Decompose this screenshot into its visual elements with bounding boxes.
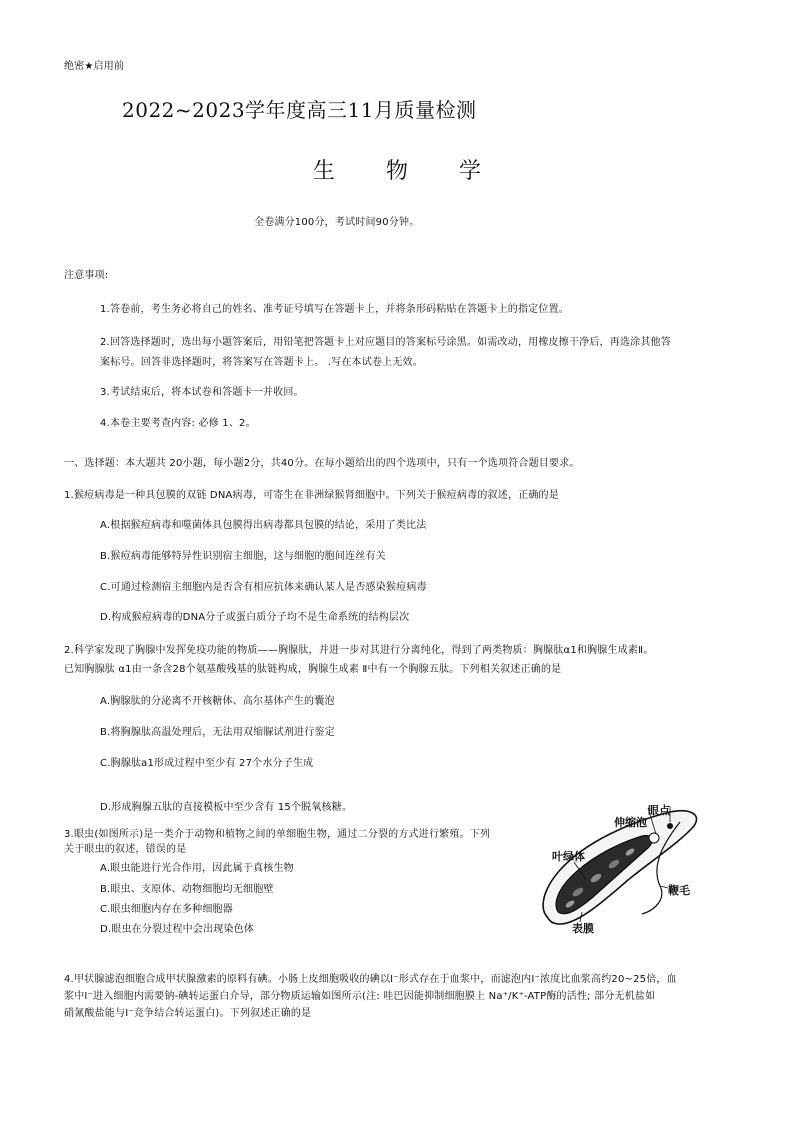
note-item: 3.考试结束后，将本试卷和答题卡一并收回。 bbox=[100, 387, 304, 398]
subject-title: 生 物 学 bbox=[313, 159, 503, 184]
q2-option-b: B.将胸腺肽高温处理后，无法用双缩脲试剂进行鉴定 bbox=[100, 727, 335, 738]
exam-title: 2022~2023学年度高三11月质量检测 bbox=[122, 98, 477, 122]
note-item: 案标号。回答非选择题时，将答案写在答题卡上。 .写在本试卷上无效。 bbox=[100, 357, 423, 368]
label-contractile-vacuole: 伸缩泡 bbox=[614, 816, 647, 829]
q3-option-b: B.眼虫、支原体、动物细胞均无细胞壁 bbox=[100, 884, 274, 895]
q3-stem-line2: 关于眼虫的叙述，错误的是 bbox=[64, 844, 187, 855]
q4-stem-line2: 浆中I⁻进入细胞内需要钠-碘转运蛋白介导，部分物质运输如图所示(注: 哇巴因能抑制细胞膜上 Na⁺/K⁺-ATP酶的活性; 部分无机盐如 bbox=[64, 991, 656, 1002]
q3-stem-line1: 3.眼虫(如图所示)是一类介于动物和植物之间的单细胞生物，通过二分裂的方式进行繁殖。下列 bbox=[64, 829, 491, 840]
note-item: 2.回答选择题时，选出每小题答案后，用铅笔把答题卡上对应题目的答案标号涂黑。如需改动，用橡皮擦干净后，再选涂其他答 bbox=[100, 337, 671, 348]
q1-stem: 1.猴痘病毒是一种具包膜的双链 DNA病毒，可寄生在非洲绿猴肾细胞中。下列关于猴痘病毒的叙述，正确的是 bbox=[64, 490, 559, 501]
label-pellicle: 表膜 bbox=[572, 922, 594, 935]
q2-option-c: C.胸腺肽a1形成过程中至少有 27个水分子生成 bbox=[100, 758, 314, 769]
label-chloroplast: 叶绿体 bbox=[552, 850, 585, 863]
q3-option-c: C.眼虫细胞内存在多种细胞器 bbox=[100, 904, 233, 915]
q1-option-a: A.根据猴痘病毒和噬菌体具包膜得出病毒都具包膜的结论，采用了类比法 bbox=[100, 520, 427, 531]
q4-stem-line3: 硝氰酸盐能与I⁻竞争结合转运蛋白)。下列叙述正确的是 bbox=[64, 1008, 312, 1019]
q1-option-c: C.可通过检测宿主细胞内是否含有相应抗体来确认某人是否感染猴痘病毒 bbox=[100, 582, 427, 593]
section-heading: 一、选择题：本大题共 20小题，每小题2分，共40分。在每小题给出的四个选项中，只有一个选项符合题目要求。 bbox=[64, 458, 580, 469]
q3-option-a: A.眼虫能进行光合作用，因此属于真核生物 bbox=[100, 863, 294, 874]
q2-option-d: D.形成胸腺五肽的直接模板中至少含有 15个脱氧核糖。 bbox=[100, 802, 353, 813]
q3-option-d: D.眼虫在分裂过程中会出现染色体 bbox=[100, 924, 255, 935]
label-flagellum: 鞭毛 bbox=[668, 884, 690, 897]
q2-option-a: A.胸腺肽的分泌离不开核糖体、高尔基体产生的囊泡 bbox=[100, 696, 335, 707]
q1-option-b: B.猴痘病毒能够特异性识别宿主细胞，这与细胞的胞间连丝有关 bbox=[100, 551, 386, 562]
label-eyespot: 眼点 bbox=[648, 804, 670, 817]
notes-heading: 注意事项: bbox=[64, 270, 109, 281]
q2-stem-line2: 已知胸腺肽 α1由一条含28个氨基酸残基的肽链构成，胸腺生成素 Ⅱ中有一个胸腺五肽。下列相关叙述正确的是 bbox=[64, 664, 562, 675]
euglena-figure bbox=[530, 800, 700, 935]
q2-stem-line1: 2.科学家发现了胸腺中发挥免疫功能的物质——胸腺肽，并进一步对其进行分离纯化，得到了两类物质：胸腺肽α1和胸腺生成素Ⅱ。 bbox=[64, 645, 654, 656]
note-item: 4.本卷主要考查内容: 必修 1、2。 bbox=[100, 418, 256, 429]
q4-stem-line1: 4.甲状腺滤泡细胞合成甲状腺激素的原料有碘。小肠上皮细胞吸收的碘以I⁻形式存在于血浆中，而滤泡内I⁻浓度比血浆高约20~25倍，血 bbox=[64, 974, 677, 985]
secret-label: 绝密★启用前 bbox=[64, 61, 125, 72]
q1-option-d: D.构成猴痘病毒的DNA分子或蛋白质分子均不是生命系统的结构层次 bbox=[100, 612, 410, 623]
exam-info: 全卷满分100分，考试时间90分钟。 bbox=[254, 217, 420, 228]
note-item: 1.答卷前，考生务必将自己的姓名、准考证号填写在答题卡上，并将条形码粘贴在答题卡上的指定位置。 bbox=[100, 304, 569, 315]
